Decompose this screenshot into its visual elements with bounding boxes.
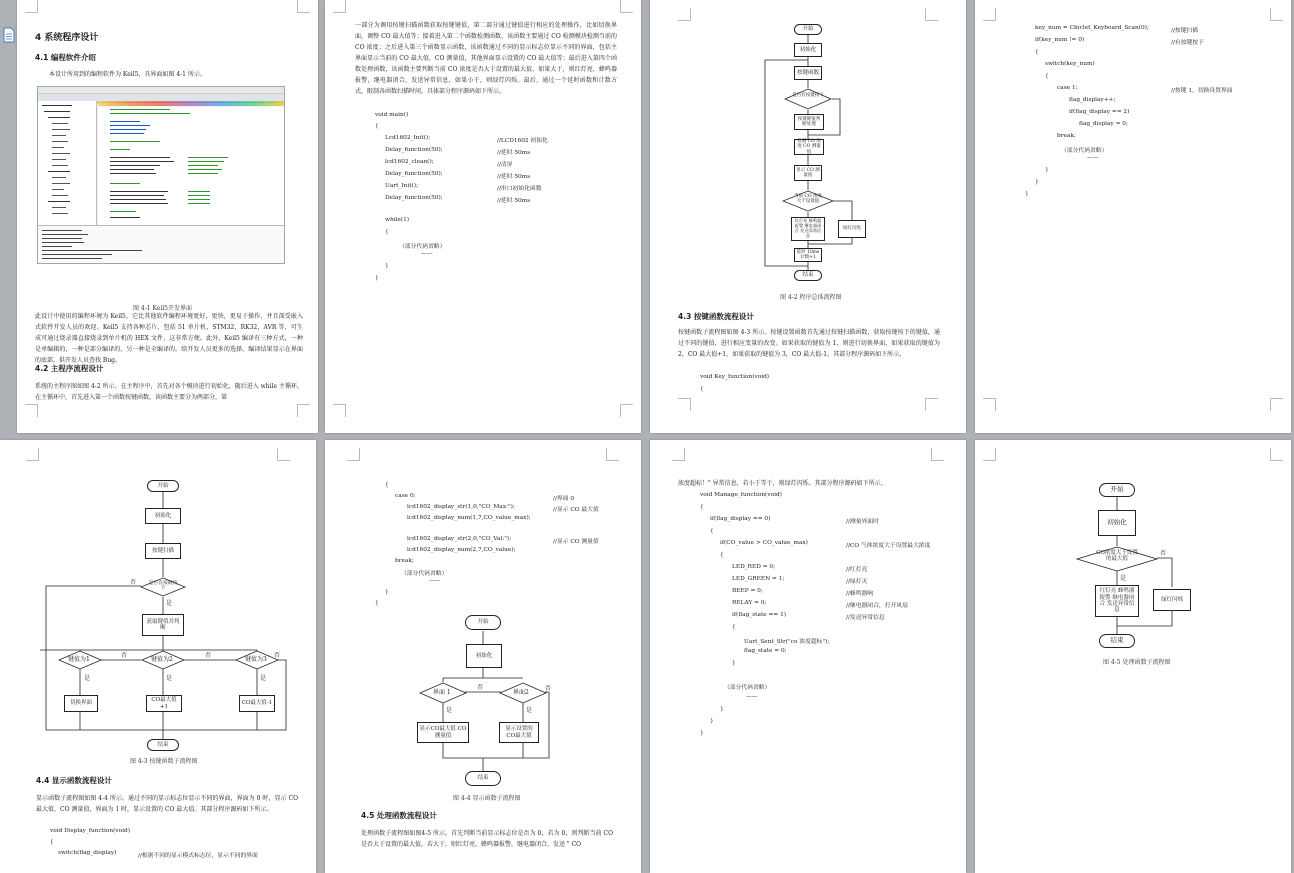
code-comment: //有按键按下 (1171, 40, 1204, 46)
code-line: } (1025, 191, 1029, 197)
code-line: } (732, 660, 736, 666)
code-comment: //LCD1602 初始化 (497, 138, 548, 144)
page-2 (325, 0, 641, 433)
flow-process: 绿灯闪烁 (838, 220, 866, 238)
code-line: while(1) (385, 217, 410, 223)
code-omitted: （部分代码省略） (724, 685, 771, 691)
paragraph: 浓度超标！" 异常信息，若小于等于，则绿灯闪烁。其部分程序源码如下所示。 (678, 480, 887, 487)
code-dash: —— (1087, 155, 1099, 161)
code-omitted: （部分代码省略） (399, 244, 446, 250)
code-comment: //显示 CO 最大值 (553, 507, 599, 513)
code-line: } (385, 589, 389, 595)
flow-process: 按键键值判断处理 (794, 114, 824, 130)
crop-mark (25, 404, 38, 417)
code-line: break; (1057, 133, 1076, 139)
flow-process: 初始化 (794, 43, 822, 57)
code-comment: //绿灯灭 (846, 579, 868, 585)
code-comment: //蜂鸣器响 (846, 591, 874, 597)
flow-yes-label: 是 (84, 675, 91, 682)
flow-process: 切换界面 (64, 695, 98, 712)
code-dash: —— (746, 694, 758, 700)
flow-process: 按键函数 (794, 66, 822, 80)
flow-end: 结束 (794, 270, 822, 281)
flow-yes-label: 是 (446, 707, 453, 714)
code-line: case 0: (395, 493, 416, 499)
code-line: { (700, 386, 704, 392)
code-omitted: （部分代码省略） (1061, 148, 1108, 154)
code-line: } (375, 275, 379, 281)
code-line: lcd1602_display_str(1,0,"CO_Max:"); (407, 504, 515, 510)
crop-mark (931, 448, 944, 461)
code-line: if(flag_display == 2) (1069, 109, 1130, 115)
flow-process: 按键扫描 (145, 543, 181, 559)
page-8 (975, 440, 1291, 873)
code-line: break; (395, 558, 414, 564)
flow-start: 开始 (465, 615, 501, 630)
code-line: RELAY = 0; (732, 600, 767, 606)
code-line: } (700, 730, 704, 736)
crop-mark (983, 398, 996, 411)
code-comment: //红灯亮 (846, 567, 868, 573)
code-comment: //按键扫描 (1171, 28, 1199, 34)
crop-mark (678, 398, 691, 411)
flow-no-label: 否 (477, 684, 484, 691)
code-comment: //CO 气体浓度大于设置最大浓度 (846, 543, 931, 549)
code-line: switch(key_num) (1045, 61, 1095, 67)
paragraph: 显示函数子流程图如图 4-4 所示。通过不同的显示标志位显示不同的界面，界面为 0 时，显示 CO 最大值，CO 测量值，界面为 1 时，显示设置的 CO 最大值。其部分程序源码如下所示。 (36, 795, 298, 813)
chapter-heading: 4 系统程序设计 (35, 33, 99, 43)
flow-process: 红灯亮 蜂鸣器报警 继电器闭合 发送异常信息 (1095, 585, 1139, 617)
flow-decision-label: 当前 CO 浓度大于设置值 (794, 194, 822, 204)
code-line: flag_display++; (1069, 97, 1116, 103)
code-line: case 1: (1057, 85, 1078, 91)
paragraph: 按键函数子流程图如图 4-3 所示。按键设置函数首先通过按键扫描函数，获取按键按下的键值，通过不同的键值，进行相应变量的改变。如果获取的键值为 1，则进行切换界面，如果获取的键值为 2，CO 最大值+1，如果获取的键值为 3，CO 最大值-1。其部分程序源码如下所示。 (678, 329, 940, 358)
code-line: { (720, 552, 724, 558)
code-comment: //延时 50ms (497, 150, 531, 156)
code-line: { (732, 624, 736, 630)
flow-end: 结束 (465, 771, 501, 786)
code-line: { (50, 839, 54, 845)
flow-decision-label: 键值为3 (245, 656, 267, 663)
page-4 (975, 0, 1291, 433)
section-heading: 4.3 按键函数流程设计 (678, 312, 754, 321)
flow-start: 开始 (1099, 483, 1135, 497)
code-line: lcd1602_clean(); (385, 159, 434, 165)
flow-yes-label: 是 (166, 675, 173, 682)
code-line: void Manage_function(void) (700, 492, 782, 498)
flow-process: 初始化 (466, 644, 502, 668)
code-dash: —— (429, 578, 441, 584)
flow-process: CO最大值+1 (146, 695, 182, 712)
page-1 (17, 0, 318, 433)
code-line: void Display_function(void) (50, 828, 130, 834)
code-comment: //继电器闭合，打开风扇 (846, 603, 908, 609)
paragraph: 处理函数子流程图如图4-5 所示。首先判断当前显示标志位是否为 0，若为 0，则判断当前 CO 是否大于设置的最大值，若大于，则红灯亮，蜂鸣器报警，继电器闭合，发送 " CO (361, 830, 613, 848)
document-icon[interactable] (2, 27, 16, 43)
flow-decision-label: 界面2 (513, 689, 529, 696)
section-heading: 4.1 编程软件介绍 (35, 53, 96, 62)
code-line: { (385, 482, 389, 488)
crop-mark (1270, 8, 1283, 21)
flow-process: 延时 10ms 计数+1 (794, 248, 822, 262)
flow-no-label: 否 (1160, 550, 1167, 557)
code-line: Uart_Sent_Str("co 浓度超标"); (744, 639, 830, 645)
flow-no-label: 否 (121, 652, 128, 659)
page-3 (650, 0, 966, 433)
code-line: lcd1602_display_num(2,7,CO_value); (407, 547, 516, 553)
paragraph: 本设计所用到的编程软件为 Keil5，具界面如图 4-1 所示。 (49, 71, 206, 78)
section-heading: 4.5 处理函数流程设计 (361, 811, 437, 820)
figure-caption: 图 4-3 按键函数子流程图 (130, 758, 198, 765)
code-line: Delay_function(50); (385, 147, 443, 153)
code-line: } (1045, 167, 1049, 173)
crop-mark (333, 0, 346, 13)
code-line: BEEP = 0; (732, 588, 763, 594)
crop-mark (983, 8, 996, 21)
code-line: flag_display = 0; (1079, 121, 1128, 127)
crop-mark (620, 0, 633, 13)
flow-decision-label: CO浓度大于设置的最大值 (1096, 550, 1138, 563)
flow-process: 显示CO最大值 CO测量值 (417, 722, 469, 743)
flow-no-label: 否 (130, 579, 137, 586)
code-line: { (1035, 49, 1039, 55)
code-comment: //界面 0 (553, 496, 575, 502)
code-line: if(key_num != 0) (1035, 37, 1085, 43)
flow-decision-label: 键值为1 (68, 656, 90, 663)
flow-start: 开始 (794, 24, 822, 35)
code-comment: //发送异常信息 (846, 615, 885, 621)
code-dash: —— (421, 251, 433, 257)
paragraph: 系统的主程序图如图 4-2 所示。在主程序中，首先对各个模块进行初始化，随后进入 while 主循环，在主循环中，首先进入第一个函数按键函数，该函数主要分为两部分，第 (35, 383, 303, 401)
code-line: LED_GREEN = 1; (732, 576, 785, 582)
code-line: void main() (375, 112, 409, 118)
flow-decision (784, 88, 832, 110)
code-line: } (710, 718, 714, 724)
crop-mark (620, 404, 633, 417)
code-line: void Key_function(void) (700, 374, 770, 380)
flow-process: 初始化 (1098, 510, 1136, 536)
code-line: } (375, 600, 379, 606)
figure-caption: 图 4-4 显示函数子流程图 (453, 795, 521, 802)
figure-caption: 图 4-1 Keil5开发界面 (133, 305, 193, 312)
flow-decision-label: 界面 1 (433, 689, 451, 696)
flow-decision-label: 是否有按键按下 (792, 93, 824, 98)
crop-mark (1270, 398, 1283, 411)
flow-process: 获取键值并判断 (142, 614, 184, 636)
code-line: } (1035, 179, 1039, 185)
flow-yes-label: 是 (526, 707, 533, 714)
code-comment: //根据不同的显示模式标志位，显示不同的界面 (138, 853, 258, 859)
code-comment: //串口初始化函数 (497, 186, 542, 192)
code-line: { (710, 528, 714, 534)
code-omitted: （部分代码省略） (401, 571, 448, 577)
flow-process: 检测 CO 浓度 CO 测量值 (794, 139, 824, 155)
flow-process: 红灯亮 蜂鸣器报警 继电器闭合 发送异常信息 (791, 217, 825, 241)
crop-mark (297, 0, 310, 13)
paragraph: 一部分为调用按键扫描函数获取按键键值，第二部分通过键值进行相应的处理操作，比如切换界面，调整 CO 最大值等；接着进入第二个函数检测函数，该函数主要通过 CO 检测模块检测当前的 CO 浓度；之后进入第三个函数显示函数，该函数通过不同的显示标志位显示不同的界面，包括主界面显示当前的 CO 最大值，CO 测量值，其他界面显示设置的 CO 最大值等；最后进入第四个函数处理函数，该函数主要判断当前 CO 浓度是否大于设置的最大值，如果大于，则红灯亮，蜂鸣器报警，继电器闭合，发送异常信息，如果小于，则绿灯闪烁。最后，通过一个延时函数和计数方式，限制各函数扫描时间。具体部分程序源码如下所示。 (355, 22, 617, 95)
code-line: Lcd1602_Init(); (385, 135, 431, 141)
code-comment: //延时 50ms (497, 174, 531, 180)
code-line: flag_state = 0; (744, 648, 787, 654)
code-line: { (700, 504, 704, 510)
flow-no-label: 否 (274, 652, 281, 659)
flow-yes-label: 是 (166, 600, 173, 607)
flow-process: 绿灯闪烁 (1153, 589, 1191, 611)
flow-yes-label: 是 (260, 675, 267, 682)
code-line: lcd1602_display_num(1,7,CO_value_max); (407, 515, 531, 521)
code-line: Delay_function(50); (385, 171, 443, 177)
flow-process: 初始化 (145, 508, 181, 524)
flow-end: 结束 (147, 739, 179, 751)
crop-mark (297, 404, 310, 417)
crop-mark (25, 0, 38, 13)
flow-decision-label: 是否有按键按下 (148, 581, 178, 592)
paragraph: 此设计中使用的编程环境为 Keil5，它比其他软件编程环境更好，更快，更易于操作，并且深受嵌入式软件开发人员的欢迎。Keil5 支持各种芯片，包括 51 单片机，STM32，RK32，AVR 等，可生成可通过烧录器直接烧录到单片机的 HEX 文件，这非常方便。此外，Keil5 编译有三种方式，一种是单编辑的，一种是部分编译的，另一种是全编译的。给开发人员更多的选择，编译结果显示在界面的底部，供开发人员查找 Bug。 (35, 313, 303, 364)
code-line: if(CO_value > CO_value_max) (720, 540, 808, 546)
code-comment: //测量界面时 (846, 519, 879, 525)
code-line: { (1045, 73, 1049, 79)
flow-no-label: 否 (205, 652, 212, 659)
code-line: LED_RED = 0; (732, 564, 776, 570)
code-line: } (720, 706, 724, 712)
page-6 (325, 440, 641, 873)
code-comment: //按键 1，切换设置界面 (1171, 88, 1233, 94)
code-line: key_num = Chiclet_Keyboard_Scan(0); (1035, 25, 1149, 31)
crop-mark (672, 448, 685, 461)
code-comment: //显示 CO 测量值 (553, 539, 599, 545)
code-line: { (385, 229, 389, 235)
figure-caption: 图 4-5 处理函数子流程图 (1103, 659, 1171, 666)
flow-end: 结束 (1099, 634, 1135, 648)
code-line: } (385, 263, 389, 269)
flow-decision-label: 键值为2 (151, 656, 173, 663)
flow-process: 显示设置的 CO最大值 (499, 722, 539, 743)
code-line: { (375, 123, 379, 129)
code-comment: //延时 50ms (497, 198, 531, 204)
section-heading: 4.4 显示函数流程设计 (36, 776, 112, 785)
page-5 (0, 440, 316, 873)
code-comment: //清屏 (497, 162, 513, 168)
flow-process: 显示 CO 测量值 (794, 165, 822, 181)
flow-process: CO最大值-1 (239, 695, 275, 712)
code-line: Uart_Init(); (385, 183, 419, 189)
code-line: if(flag_state == 1) (732, 612, 787, 618)
flow-start: 开始 (147, 480, 179, 492)
page-7 (650, 440, 966, 873)
crop-mark (925, 398, 938, 411)
code-line: lcd1602_display_str(2,0,"CO_Val:"); (407, 536, 512, 542)
figure-caption: 图 4-2 程序总体流程图 (780, 294, 842, 301)
keil5-screenshot-figure (37, 86, 285, 264)
code-line: Delay_function(50); (385, 195, 443, 201)
flow-no-label: 否 (545, 685, 552, 692)
section-heading: 4.2 主程序流程设计 (35, 364, 104, 373)
code-line: if(flag_display == 0) (710, 516, 771, 522)
crop-mark (333, 404, 346, 417)
flow-yes-label: 是 (1120, 575, 1127, 582)
code-line: switch(flag_display) (58, 850, 117, 856)
